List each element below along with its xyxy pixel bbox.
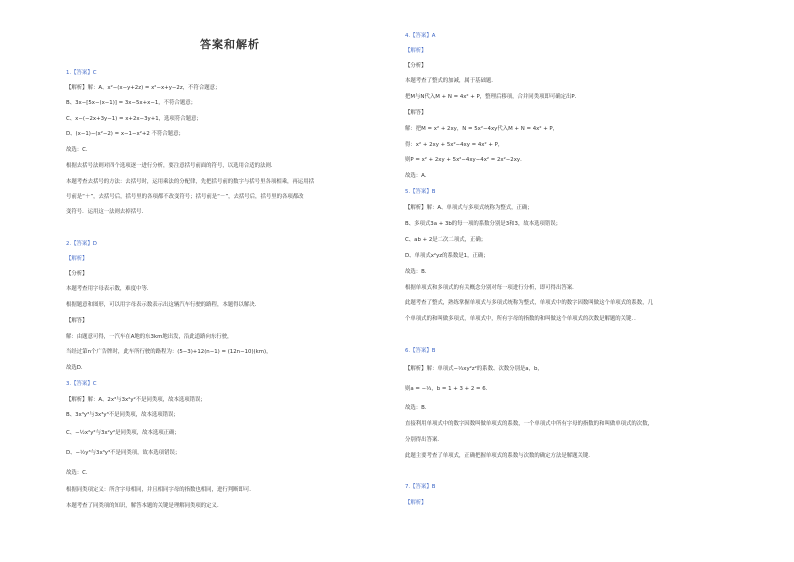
right-text-line: 【解析】	[405, 500, 427, 506]
left-text-line: D、(x−1)−(x²−2) = x−1−x²+2 不符合题意；	[66, 131, 184, 137]
left-text-line: 号前是“＋”，去括号后，括号里的各项都不改变符号；括号前是“－”，去括号后，括号里的各项都改	[66, 194, 304, 200]
right-text-line: 【解析】	[405, 48, 427, 54]
right-text-line: 【解析】解：A、单项式与多项式统称为整式，正确；	[405, 205, 533, 211]
left-text-line: 2.【答案】D	[66, 241, 97, 247]
right-text-line: 故选：B．	[405, 269, 431, 275]
left-text-line: 变符号．运用这一法则去掉括号．	[66, 209, 147, 215]
right-text-line: 则a = −⅓，b = 1 + 3 + 2 = 6．	[405, 386, 492, 392]
right-text-line: 把M与N代入M + N = 4x² + P，整理后移项，合并同类项即可确定出P．	[405, 94, 581, 100]
right-text-line: C、ab + 2是二次二项式，正确；	[405, 237, 487, 243]
right-text-line: D、单项式x²yz的系数是1，正确；	[405, 253, 489, 259]
left-text-line: 【解析】解：A、x²−(x−y+2z) = x²−x+y−2z，不符合题意；	[66, 85, 221, 91]
left-text-line: 【解答】	[66, 318, 88, 324]
left-text-line: 本题考查用字母表示数，难度中等．	[66, 286, 153, 292]
left-text-line: D、−½y³与3x³y³不是同类项，故本选项错误；	[66, 450, 181, 456]
right-text-line: 本题考查了整式的加减，属于基础题．	[405, 78, 497, 84]
left-text-line: 故选D．	[66, 365, 87, 371]
right-text-line: 6.【答案】B	[405, 348, 436, 354]
right-text-line: 7.【答案】B	[405, 484, 436, 490]
left-text-line: 1.【答案】C	[66, 70, 97, 76]
right-text-line: 故选：B．	[405, 405, 431, 411]
left-text-line: 本题考查了同类项的知识，解答本题的关键是理解同类项的定义．	[66, 503, 223, 509]
right-text-line: 直接利用单项式中的数字因数叫做单项式的系数，一个单项式中所有字母的指数的和叫做单项式的次数，	[405, 421, 653, 427]
right-text-line: 解：把M = x² + 2xy，N = 5x²−4xy代入M + N = 4x² + P，	[405, 126, 559, 132]
left-text-line: 解：由题意可得，一汽车在A地的东3km地出发，沿此道路向东行驶，	[66, 334, 233, 340]
right-text-line: 个单项式的和叫做多项式，单项式中，所有字母的指数的和叫做这个单项式的次数是解题的关键．．	[405, 316, 640, 322]
right-text-line: 【分析】	[405, 63, 427, 69]
right-text-line: 根据单项式和多项式的有关概念分别对每一项进行分析，即可得出答案．	[405, 285, 578, 291]
left-text-line: 根据去括号法则对四个选项逐一进行分析，要注意括号前面的符号，以选用合适的法则．	[66, 163, 277, 169]
right-text-line: 故选：A．	[405, 173, 431, 179]
left-text-line: C、−½x²y²与3x²y²是同类项，故本选项正确；	[66, 430, 180, 436]
right-text-line: 则P = x² + 2xy + 5x²−4xy−4x² = 2x²−2xy．	[405, 157, 526, 163]
left-text-line: 根据题意和图形，可以用字母表示数表示出这辆汽车行驶的路程，本题得以解决．	[66, 302, 261, 308]
left-text-line: B、3x−[5x−(x−1)] = 3x−5x+x−1，不符合题意；	[66, 100, 196, 106]
right-text-line: 得：x² + 2xy + 5x²−4xy = 4x² + P，	[405, 142, 504, 148]
page-title: 答案和解析	[200, 38, 260, 51]
right-text-line: 【解答】	[405, 110, 427, 116]
right-text-line: 5.【答案】B	[405, 189, 436, 195]
left-text-line: 故选：C．	[66, 470, 92, 476]
right-text-line: 此题主要考查了单项式，正确把握单项式的系数与次数的确定方法是解题关键．	[405, 453, 594, 459]
left-text-line: 当经过第n个广告牌时，此车所行驶的路程为：(5−3)+12(n−1) = (12n−10)(km)，	[66, 349, 272, 355]
left-text-line: 【解析】解：A、2x³与3x²y²不是同类项，故本选项错误；	[66, 397, 206, 403]
right-text-line: 分别得出答案．	[405, 437, 443, 443]
right-text-line: B、多项式3a + 3b的每一项的系数分别是3和3，故本选项错误；	[405, 221, 562, 227]
right-text-line: 此题考查了整式，熟练掌握单项式与多项式统称为整式，单项式中的数字因数叫做这个单项式的系数，几	[405, 300, 653, 306]
left-text-line: 本题考查去括号的方法：去括号时，运用乘法的分配律，先把括号前的数字与括号里各项相乘，再运用括	[66, 179, 314, 185]
left-text-line: 故选：C．	[66, 147, 92, 153]
right-text-line: 【解析】解：单项式−⅓xy²z²的系数、次数分别是a，b，	[405, 366, 543, 372]
right-text-line: 4.【答案】A	[405, 33, 436, 39]
left-text-line: 3.【答案】C	[66, 381, 97, 387]
left-text-line: 【分析】	[66, 271, 88, 277]
left-text-line: C、x−(−2x+3y−1) = x+2x−3y+1，选项符合题意；	[66, 116, 202, 122]
left-text-line: 根据同类项定义：所含字母相同，并且相同字母的指数也相同，进行判断即可．	[66, 487, 255, 493]
left-text-line: B、3x³y³与3x³y³不是同类项，故本选项错误；	[66, 412, 179, 418]
left-text-line: 【解析】	[66, 256, 88, 262]
